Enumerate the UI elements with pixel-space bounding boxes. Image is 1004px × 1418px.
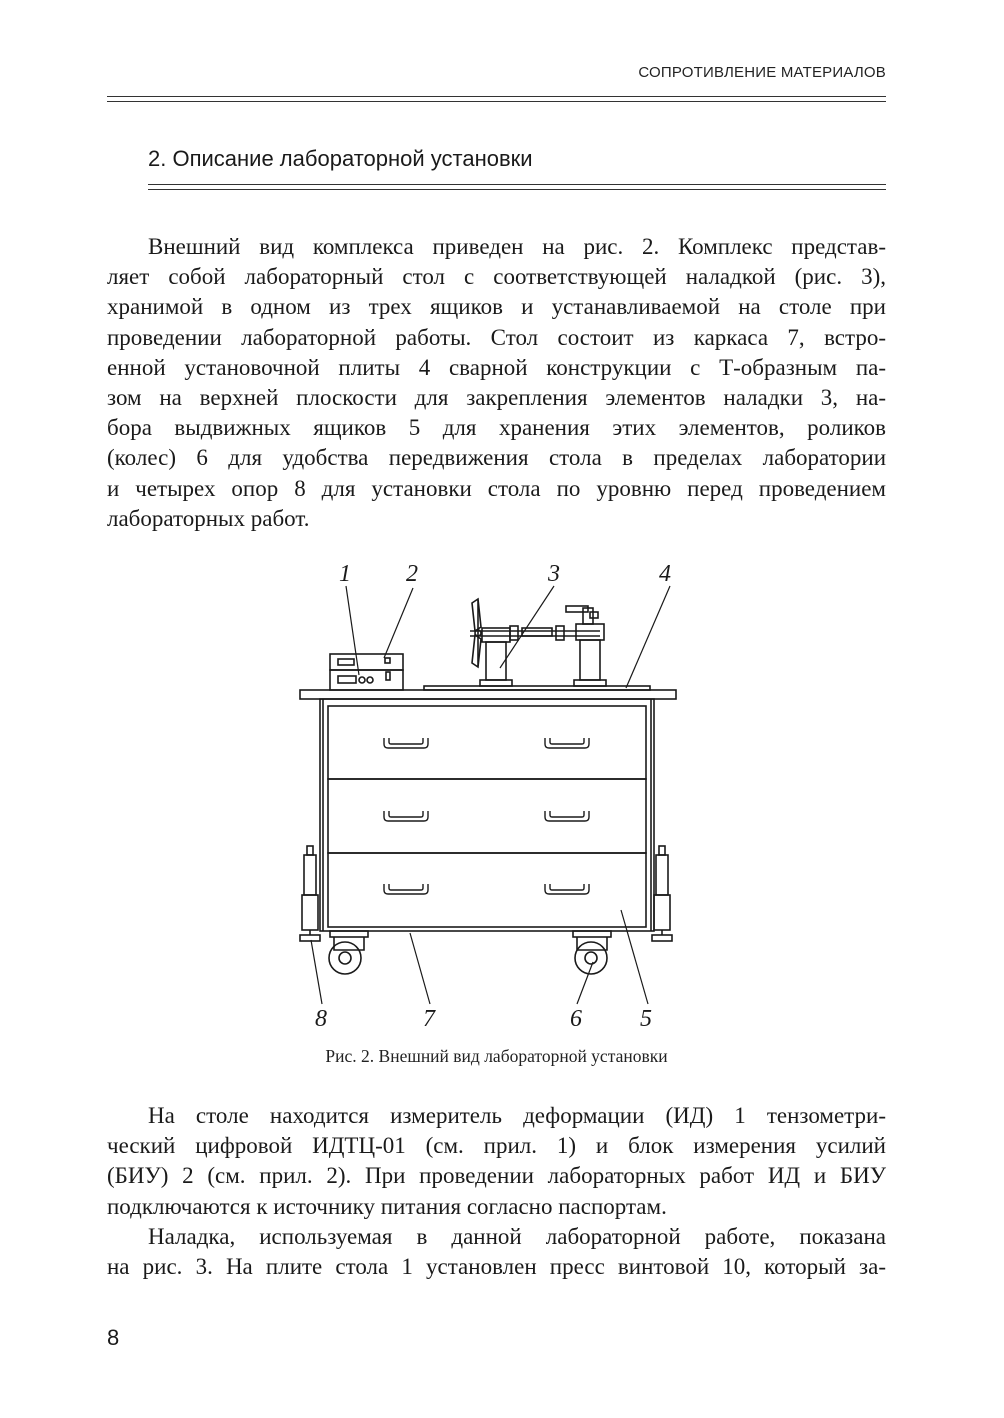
paragraph-line: и четырех опор 8 для установки стола по уровню перед проведением	[107, 475, 886, 501]
test-fixture	[470, 599, 606, 686]
measuring-instruments	[330, 654, 403, 690]
figure-caption: Рис. 2. Внешний вид лабораторной установки	[325, 1046, 668, 1066]
paragraph-line: (колес) 6 для удобства передвижения стола в пределах лаборатории	[107, 445, 886, 471]
table-frame	[320, 699, 654, 931]
section-rule-bottom	[148, 189, 886, 190]
paragraph-line: ческий цифровой ИДТЦ-01 (см. прил. 1) и блок измерения усилий	[107, 1133, 886, 1159]
leader-lines	[311, 586, 670, 1004]
drawer-handles	[384, 738, 589, 894]
paragraph-3	[107, 1222, 886, 1282]
section-title: 2. Описание лабораторной установки	[148, 146, 533, 171]
casters	[329, 931, 611, 974]
section-rule-top	[148, 184, 886, 185]
page-number: 8	[107, 1325, 120, 1350]
figure-label-5: 5	[640, 1006, 652, 1032]
figure-label-7: 7	[423, 1006, 435, 1032]
paragraph-line: енной установочной плиты 4 сварной конструкции с Т-образным па-	[107, 354, 886, 380]
paragraph-line: ляет собой лабораторный стол с соответствующей наладкой (рис. 3),	[107, 264, 886, 290]
paragraph-line: подключаются к источнику питания согласно паспортам.	[107, 1193, 667, 1219]
paragraph-2	[107, 1101, 886, 1222]
figure-label-6: 6	[570, 1006, 582, 1032]
paragraph-line: Наладка, используемая в данной лабораторной работе, показана	[148, 1224, 886, 1249]
paragraph-line: на рис. 3. На плите стола 1 установлен пресс винтовой 10, который за-	[107, 1254, 886, 1280]
figure-label-1: 1	[339, 561, 351, 587]
paragraph-line: бора выдвижных ящиков 5 для хранения этих элементов, роликов	[107, 415, 886, 441]
paragraph-line: проведении лабораторной работы. Стол состоит из каркаса 7, встро-	[107, 324, 886, 350]
running-title: СОПРОТИВЛЕНИЕ МАТЕРИАЛОВ	[638, 64, 886, 81]
header-rule-bottom	[107, 101, 886, 102]
mounting-plate	[424, 686, 650, 690]
paragraph-1	[107, 232, 886, 534]
running-head	[107, 64, 886, 112]
paragraph-line: Внешний вид комплекса приведен на рис. 2. Комплекс представ-	[148, 234, 886, 259]
paragraph-line: зом на верхней плоскости для закрепления элементов наладки 3, на-	[107, 385, 886, 411]
figure-label-3: 3	[548, 561, 560, 587]
header-rule-top	[107, 96, 886, 97]
table-top	[300, 690, 676, 699]
drawers	[328, 706, 646, 927]
paragraph-line: хранимой в одном из трех ящиков и устанавливаемой на столе при	[107, 294, 886, 320]
paragraph-line: На столе находится измеритель деформации (ИД) 1 тензометри-	[148, 1103, 886, 1128]
paragraph-line: лабораторных работ.	[107, 505, 310, 531]
paragraph-line: (БИУ) 2 (см. прил. 2). При проведении лабораторных работ ИД и БИУ	[107, 1163, 886, 1189]
lab-setup-figure	[290, 555, 710, 1035]
figure-label-2: 2	[406, 561, 418, 587]
figure-label-4: 4	[659, 561, 671, 587]
figure-label-8: 8	[315, 1006, 327, 1032]
